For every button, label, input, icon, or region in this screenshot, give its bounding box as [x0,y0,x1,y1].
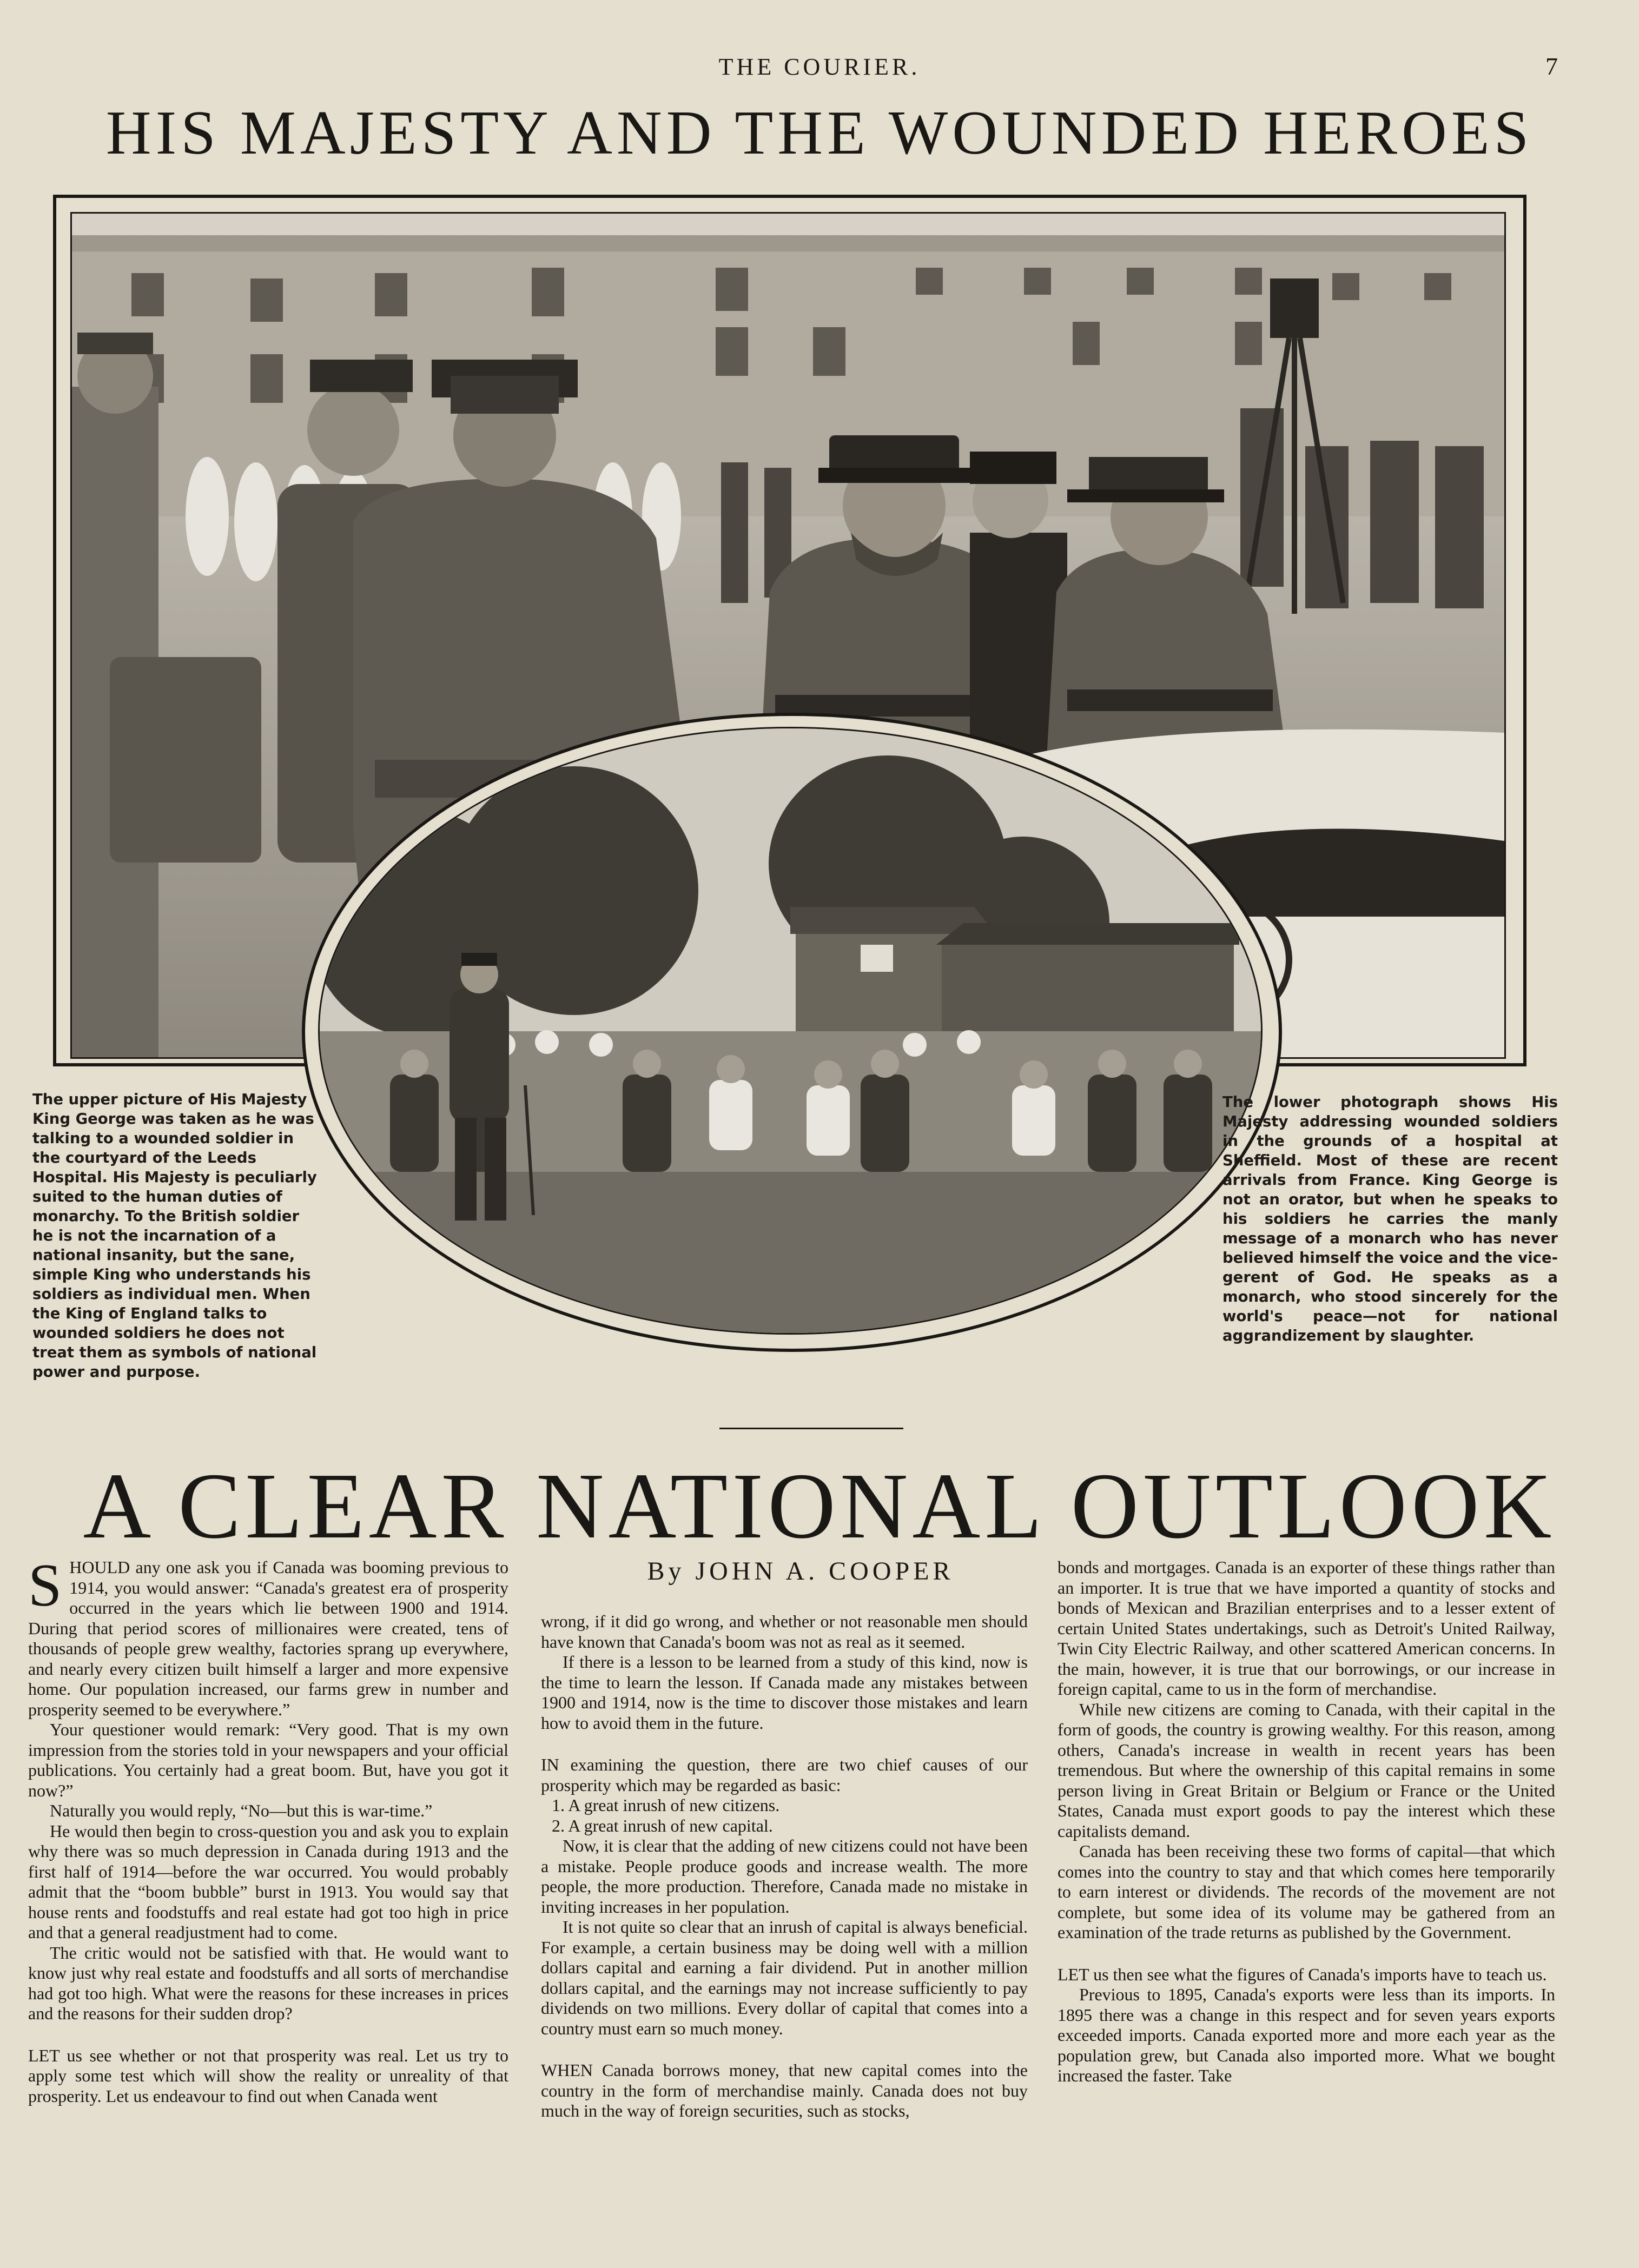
paragraph: Now, it is clear that the adding of new citizens could not have been a mistake. People produce goods and increase wealth. The more people, the more production. Therefore, Canada made no mistake in inviting increases in her population. [541,1836,1028,1916]
paragraph [28,1557,508,1720]
section-divider [719,1428,903,1429]
article-headline: A CLEAR NATIONAL OUTLOOK [83,1454,1556,1558]
lower-photo-king-addressing-soldiers [318,727,1263,1335]
lower-photo-illustration [320,728,1261,1333]
list-item: 1. A great inrush of new citizens. [552,1795,780,1815]
paragraph: IN examining the question, there are two chief causes of our prosperity which may be regarded as basic: [541,1755,1028,1795]
paragraph: Naturally you would reply, “No—but this is war-time.” [50,1801,433,1820]
article-column-1 [28,1557,508,2268]
list-item: 2. A great inrush of new capital. [552,1815,773,1835]
running-title: THE COURIER. [718,54,921,80]
page-number: 7 [1545,52,1558,80]
paragraph-text: HOULD any one ask you if Canada was booming previous to 1914, you would answer: “Canada's greatest era of prosperity occurred in the years which lie between 1900 and 1914. During that period scores of millionaires were created, tens of thousands of people grew wealthy, factories sprang up everywhere, and nearly every citizen built himself a larger and more expensive home. Our population increased, our farms grew in number and prosperity seemed to be everywhere.” [28,1557,508,1719]
caption-upper-photo: The upper picture of His Majesty King George was taken as he was talking to a wounded soldier in the courtyard of the Leeds Hospital. His Majesty is peculiarly suited to the human duties of monarchy. To the British soldier he is not the incarnation of a national insanity, but the sane, simple King who understands his soldiers as individual men. When the King of England talks to wounded soldiers he does not treat them as symbols of national power and purpose. [32,1091,317,1381]
paragraph: bonds and mortgages. Canada is an exporter of these things rather than an importer. It is true that we have imported a quantity of stocks and bonds of Mexican and Brazilian enterprises and to a lesser extent of certain United States undertakings, such as Detroit's United Railway, Twin City Electric Railway, and other scattered American concerns. In the main, however, it is true that our borrowings, or our increase in foreign capital, came to us in the form of merchandise. [1058,1557,1555,1699]
drop-cap: S [28,1557,62,1619]
article-column-3 [1058,1557,1555,2268]
paragraph: LET us see whether or not that prosperity was real. Let us try to apply some test which will show the reality or unreality of that prosperity. Let us endeavour to find out when Canada went [28,2045,508,2106]
paragraph: While new citizens are coming to Canada, with their capital in the form of goods, the country is growing wealthy. For this reason, among others, Canada's increase in wealth in recent years has been tremendous. But where the ownership of this capital remains in some person living in Great Britain or Belgium or France or the United States, Canada must export goods to pay the interest which these capitalists demand. [1058,1699,1555,1841]
paragraph: The critic would not be satisfied with that. He would want to know just why real estate and foodstuffs and all sorts of merchandise had got too high. What were the reasons for these increases in prices and the reasons for their sudden drop? [28,1942,508,2023]
page-headline: HIS MAJESTY AND THE WOUNDED HEROES [105,98,1534,168]
paragraph: LET us then see what the figures of Canada's imports have to teach us. [1058,1964,1547,1984]
paragraph: It is not quite so clear that an inrush of capital is always beneficial. For example, a certain business may be doing well with a million dollars capital and earning a fair dividend. Put in another million dollars capital, and the earnings may not increase sufficiently to pay dividends on two millions. Every dollar of capital that comes into a country must earn so much money. [541,1917,1028,2038]
article-column-2 [541,1612,1028,2268]
caption-lower-photo: The lower photograph shows His Majesty addressing wounded soldiers in the grounds of a hospital at Sheffield. Most of these are recent arrivals from France. King George is not an orator, but when he speaks to his soldiers he carries the manly message of a monarch who has never believed himself the voice and the vice-gerent of God. He speaks as a monarch, who stood sincerely for the world's peace—not for national aggrandizement by slaughter. [1222,1093,1558,1344]
paragraph: Previous to 1895, Canada's exports were less than its imports. In 1895 there was a change in this respect and for seven years exports exceeded imports. Canada exported more and more each year as the population grew, but Canada also imported more. What we bought increased the faster. Take [1058,1985,1555,2085]
paragraph: Your questioner would remark: “Very good. That is my own impression from the stories told in your newspapers and your official publications. You certainly had a great boom. But, have you got it now?” [28,1720,508,1800]
paragraph: He would then begin to cross-question you and ask you to explain why there was so much depression in Canada during 1913 and the first half of 1914—before the war occurred. You would probably admit that the “boom bubble” burst in 1913. You would say that house rents and foodstuffs and real estate had got too high in price and that a general readjustment had to come. [28,1821,508,1942]
paragraph: If there is a lesson to be learned from a study of this kind, now is the time to learn the lesson. If Canada made any mistakes between 1900 and 1914, now is the time to discover those mistakes and learn how to avoid them in the future. [541,1652,1028,1733]
paragraph: wrong, if it did go wrong, and whether or not reasonable men should have known that Canada's boom was not as real as it seemed. [541,1612,1028,1652]
paragraph: WHEN Canada borrows money, that new capital comes into the country in the form of merchandise mainly. Canada does not buy much in the way of foreign securities, such as stocks, [541,2060,1028,2120]
article-byline: By JOHN A. COOPER [647,1557,954,1586]
paragraph: Canada has been receiving these two forms of capital—that which comes into the country to stay and that which comes here temporarily to earn interest or dividends. The records of the movement are not complete, but some idea of its volume may be gathered from an examination of the trade returns as published by the Government. [1058,1841,1555,1942]
